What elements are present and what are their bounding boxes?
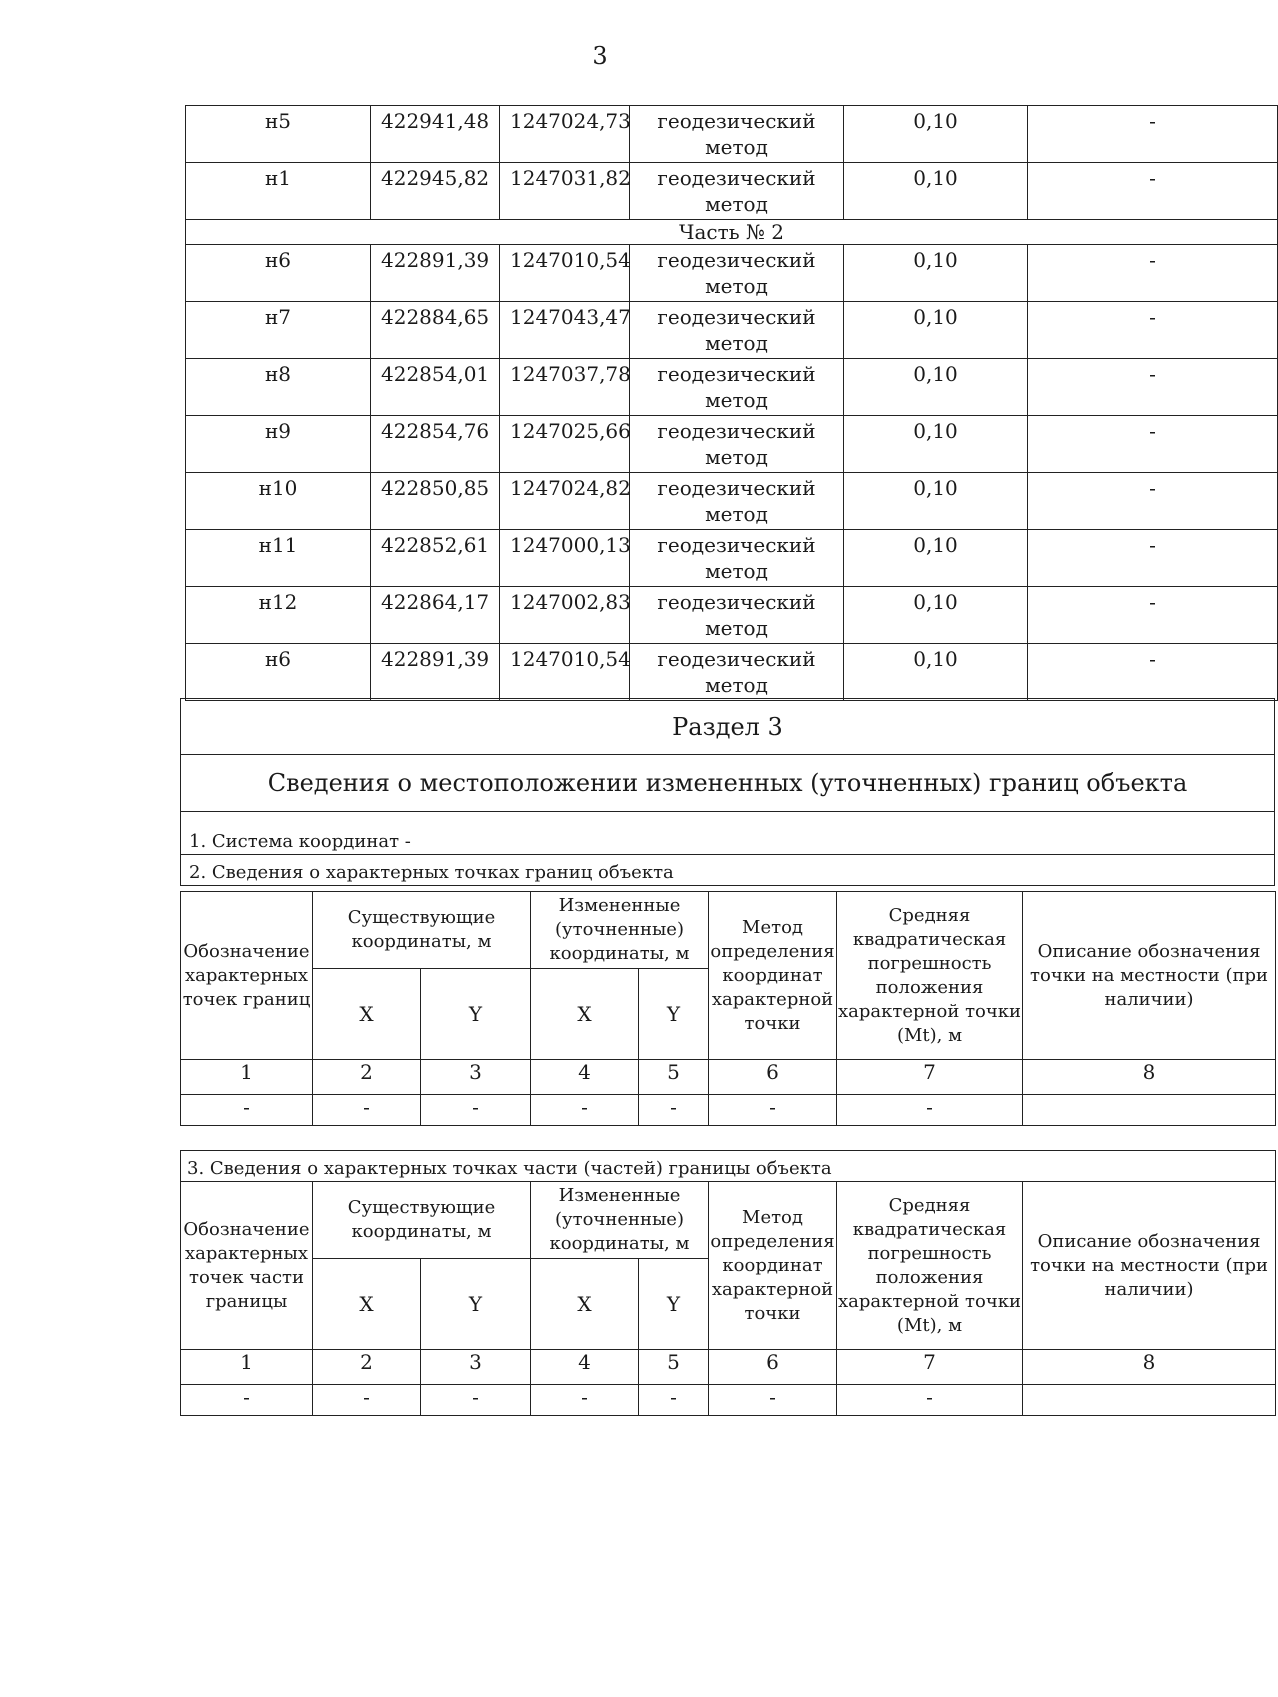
- empty-value: -: [421, 1385, 531, 1416]
- empty-value: -: [181, 1095, 313, 1126]
- empty-value: -: [313, 1095, 421, 1126]
- boundary-points-table: [180, 891, 1276, 1126]
- table-row: [186, 530, 1278, 587]
- col-existing: Существующие координаты, м: [313, 892, 531, 969]
- col-mt: Средняя квадратическая погрешность положения характерной точки (Mt), м: [837, 892, 1023, 1060]
- item2-line: 2. Сведения о характерных точках границ объекта: [181, 855, 1275, 886]
- description: -: [1028, 416, 1278, 473]
- coord-y: 1247010,54: [500, 245, 630, 302]
- description: -: [1028, 587, 1278, 644]
- col-y-changed: Y: [639, 1259, 709, 1350]
- empty-value: -: [531, 1095, 639, 1126]
- method: геодезический метод: [630, 245, 844, 302]
- empty-value: -: [837, 1095, 1023, 1126]
- description: -: [1028, 163, 1278, 220]
- empty-value: -: [181, 1385, 313, 1416]
- description: -: [1028, 106, 1278, 163]
- col-x-changed: X: [531, 1259, 639, 1350]
- coord-y: 1247010,54: [500, 644, 630, 701]
- col-description: Описание обозначения точки на местности (при наличии): [1023, 892, 1276, 1060]
- column-number: 6: [709, 1350, 837, 1385]
- page-number: 3: [592, 42, 608, 70]
- point-name: н5: [186, 106, 371, 163]
- coord-x: 422945,82: [371, 163, 500, 220]
- coord-y: 1247002,83: [500, 587, 630, 644]
- coord-y: 1247024,82: [500, 473, 630, 530]
- col-existing: Существующие координаты, м: [313, 1182, 531, 1259]
- column-number: 5: [639, 1060, 709, 1095]
- coord-y: 1247031,82: [500, 163, 630, 220]
- point-name: н10: [186, 473, 371, 530]
- description: -: [1028, 644, 1278, 701]
- table-row: [186, 473, 1278, 530]
- mt-value: 0,10: [844, 106, 1028, 163]
- table-row: [186, 416, 1278, 473]
- method: геодезический метод: [630, 163, 844, 220]
- col-method: Метод определения координат характерной точки: [709, 1182, 837, 1350]
- mt-value: 0,10: [844, 163, 1028, 220]
- column-number: 1: [181, 1350, 313, 1385]
- table-row: [186, 245, 1278, 302]
- method: геодезический метод: [630, 416, 844, 473]
- coord-x: 422941,48: [371, 106, 500, 163]
- point-name: н7: [186, 302, 371, 359]
- coord-y: 1247043,47: [500, 302, 630, 359]
- col-method: Метод определения координат характерной точки: [709, 892, 837, 1060]
- empty-value: -: [531, 1385, 639, 1416]
- coord-y: 1247000,13: [500, 530, 630, 587]
- coord-x: 422854,01: [371, 359, 500, 416]
- column-number: 1: [181, 1060, 313, 1095]
- coord-x: 422884,65: [371, 302, 500, 359]
- coord-x: 422852,61: [371, 530, 500, 587]
- point-name: н6: [186, 644, 371, 701]
- empty-value: -: [709, 1385, 837, 1416]
- coord-x: 422891,39: [371, 245, 500, 302]
- col-y-existing: Y: [421, 969, 531, 1060]
- coord-x: 422854,76: [371, 416, 500, 473]
- mt-value: 0,10: [844, 473, 1028, 530]
- description: -: [1028, 245, 1278, 302]
- part-boundary-points-table: [180, 1150, 1276, 1416]
- column-number: 7: [837, 1060, 1023, 1095]
- column-number: 8: [1023, 1350, 1276, 1385]
- coord-x: 422891,39: [371, 644, 500, 701]
- points-table: [185, 105, 1278, 701]
- coord-x: 422864,17: [371, 587, 500, 644]
- column-number: 7: [837, 1350, 1023, 1385]
- point-name: н1: [186, 163, 371, 220]
- empty-value: -: [639, 1385, 709, 1416]
- col-designation: Обозначение характерных точек части границы: [181, 1182, 313, 1350]
- col-changed: Измененные (уточненные) координаты, м: [531, 892, 709, 969]
- table-row: [186, 359, 1278, 416]
- column-number: 2: [313, 1350, 421, 1385]
- col-designation: Обозначение характерных точек границ: [181, 892, 313, 1060]
- col-mt: Средняя квадратическая погрешность положения характерной точки (Mt), м: [837, 1182, 1023, 1350]
- mt-value: 0,10: [844, 416, 1028, 473]
- empty-value: [1023, 1095, 1276, 1126]
- coord-system-line: 1. Система координат -: [181, 812, 1275, 855]
- point-name: н8: [186, 359, 371, 416]
- method: геодезический метод: [630, 587, 844, 644]
- point-name: н12: [186, 587, 371, 644]
- empty-value: -: [709, 1095, 837, 1126]
- table-row: [186, 163, 1278, 220]
- empty-value: -: [313, 1385, 421, 1416]
- column-number: 5: [639, 1350, 709, 1385]
- section3-header: [180, 698, 1275, 886]
- col-description: Описание обозначения точки на местности (при наличии): [1023, 1182, 1276, 1350]
- point-name: н6: [186, 245, 371, 302]
- description: -: [1028, 530, 1278, 587]
- column-number: 4: [531, 1060, 639, 1095]
- coord-y: 1247025,66: [500, 416, 630, 473]
- mt-value: 0,10: [844, 530, 1028, 587]
- mt-value: 0,10: [844, 359, 1028, 416]
- method: геодезический метод: [630, 530, 844, 587]
- method: геодезический метод: [630, 359, 844, 416]
- table-row: [186, 644, 1278, 701]
- column-number: 2: [313, 1060, 421, 1095]
- empty-value: -: [837, 1385, 1023, 1416]
- column-number: 4: [531, 1350, 639, 1385]
- coord-y: 1247037,78: [500, 359, 630, 416]
- col-x-existing: X: [313, 969, 421, 1060]
- column-number: 8: [1023, 1060, 1276, 1095]
- method: геодезический метод: [630, 302, 844, 359]
- part-label: Часть № 2: [186, 220, 1278, 245]
- method: геодезический метод: [630, 473, 844, 530]
- column-number: 6: [709, 1060, 837, 1095]
- col-y-changed: Y: [639, 969, 709, 1060]
- table-row: [186, 302, 1278, 359]
- col-x-existing: X: [313, 1259, 421, 1350]
- table-row: [186, 587, 1278, 644]
- coord-x: 422850,85: [371, 473, 500, 530]
- item3-line: 3. Сведения о характерных точках части (частей) границы объекта: [181, 1151, 1276, 1182]
- col-changed: Измененные (уточненные) координаты, м: [531, 1182, 709, 1259]
- description: -: [1028, 302, 1278, 359]
- section-heading: Раздел 3: [181, 699, 1275, 755]
- col-x-changed: X: [531, 969, 639, 1060]
- col-y-existing: Y: [421, 1259, 531, 1350]
- mt-value: 0,10: [844, 302, 1028, 359]
- empty-value: -: [639, 1095, 709, 1126]
- coord-y: 1247024,73: [500, 106, 630, 163]
- table-row: [186, 106, 1278, 163]
- description: -: [1028, 473, 1278, 530]
- method: геодезический метод: [630, 106, 844, 163]
- point-name: н11: [186, 530, 371, 587]
- mt-value: 0,10: [844, 245, 1028, 302]
- mt-value: 0,10: [844, 644, 1028, 701]
- empty-value: [1023, 1385, 1276, 1416]
- method: геодезический метод: [630, 644, 844, 701]
- point-name: н9: [186, 416, 371, 473]
- section-title: Сведения о местоположении измененных (уточненных) границ объекта: [181, 755, 1275, 812]
- column-number: 3: [421, 1060, 531, 1095]
- column-number: 3: [421, 1350, 531, 1385]
- empty-value: -: [421, 1095, 531, 1126]
- description: -: [1028, 359, 1278, 416]
- mt-value: 0,10: [844, 587, 1028, 644]
